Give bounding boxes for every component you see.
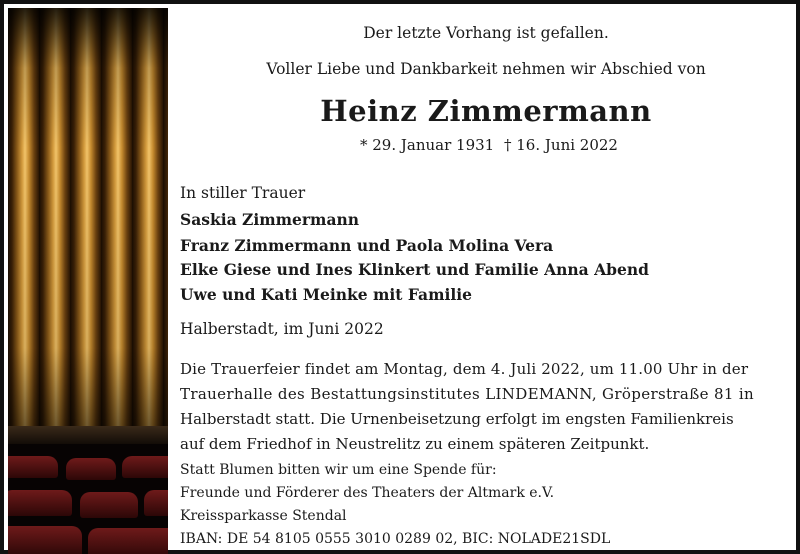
seat: [80, 492, 138, 518]
mourner: Elke Giese und Ines Klinkert und Familie Anna Abend: [180, 260, 649, 279]
intro-line-1: Der letzte Vorhang ist gefallen.: [363, 24, 609, 42]
place-date: Halberstadt, im Juni 2022: [180, 320, 384, 338]
mourning-heading: In stiller Trauer: [180, 184, 306, 202]
donation-line: Statt Blumen bitten wir um eine Spende für:: [180, 462, 497, 478]
donation-line: Freunde und Förderer des Theaters der Altmark e.V.: [180, 485, 555, 501]
mourner: Saskia Zimmermann: [180, 210, 360, 229]
theater-seats: [8, 444, 168, 554]
seat: [88, 528, 168, 554]
donation-line: IBAN: DE 54 8105 0555 3010 0289 02, BIC: NOLADE21SDL: [180, 531, 611, 547]
mourner: Franz Zimmermann und Paola Molina Vera: [180, 236, 554, 255]
seat: [122, 456, 168, 478]
curtain-shade: [8, 8, 168, 428]
ceremony-line: auf dem Friedhof in Neustrelitz zu einem späteren Zeitpunkt.: [180, 435, 650, 453]
seat: [8, 456, 58, 478]
seat: [8, 526, 82, 554]
intro-line-2: Voller Liebe und Dankbarkeit nehmen wir Abschied von: [266, 60, 706, 78]
ceremony-line: Trauerhalle des Bestattungsinstitutes LINDEMANN, Gröperstraße 81 in: [180, 385, 755, 403]
theater-curtain-image: [8, 8, 168, 554]
ceremony-line: Halberstadt statt. Die Urnenbeisetzung erfolgt im engsten Familienkreis: [180, 410, 734, 428]
stage-edge: [8, 426, 168, 446]
donation-line: Kreissparkasse Stendal: [180, 508, 347, 524]
mourner: Uwe und Kati Meinke mit Familie: [180, 285, 472, 304]
seat: [66, 458, 116, 480]
death-date: † 16. Juni 2022: [504, 136, 618, 154]
birth-date: * 29. Januar 1931: [360, 136, 495, 154]
seat: [8, 490, 72, 516]
seat: [144, 490, 168, 516]
deceased-name: Heinz Zimmermann: [320, 94, 652, 128]
ceremony-line: Die Trauerfeier findet am Montag, dem 4. Juli 2022, um 11.00 Uhr in der: [180, 360, 749, 378]
